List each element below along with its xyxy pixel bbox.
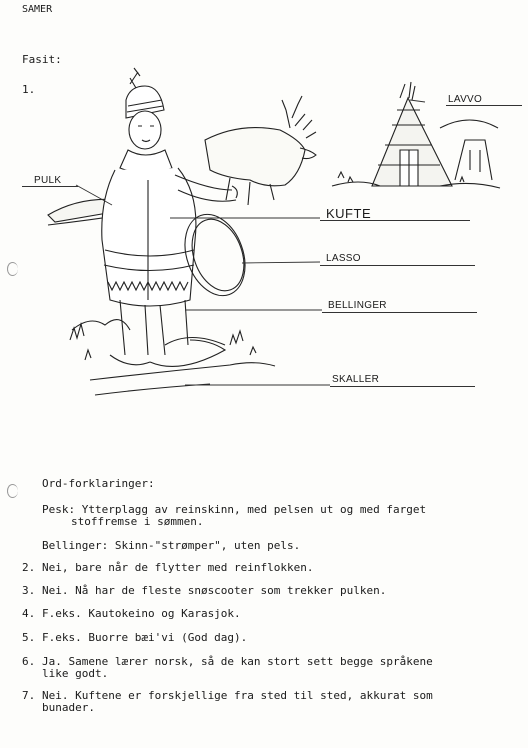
label-lasso: LASSO: [326, 253, 361, 264]
explanation-pesk-line1: Pesk: Ytterplagg av reinskinn, med pelsen ut og med farget: [42, 503, 427, 516]
answer-text: Nei. Kuftene er forskjellige fra sted til sted, akkurat som: [42, 689, 433, 702]
label-lasso-underline: [320, 265, 475, 266]
label-kufte: KUFTE: [326, 206, 372, 221]
answer-text-continued: bunader.: [42, 701, 95, 714]
answer-text: F.eks. Kautokeino og Karasjok.: [42, 607, 241, 620]
label-pulk-underline: [22, 186, 78, 187]
answer-number: 4.: [22, 607, 36, 620]
question-number: 1.: [22, 83, 36, 96]
label-skaller-underline: [330, 386, 475, 387]
explanations-heading: Ord-forklaringer:: [42, 477, 155, 490]
answer-text: Ja. Samene lærer norsk, så de kan stort sett begge språkene: [42, 655, 433, 668]
label-kufte-underline: [320, 220, 470, 221]
page-title: SAMER: [22, 4, 53, 15]
answer-number: 3.: [22, 584, 36, 597]
label-lavvo: LAVVO: [448, 94, 483, 105]
reindeer-drawing: [205, 96, 316, 205]
answer-text: F.eks. Buorre bæi'vi (God dag).: [42, 631, 248, 644]
answer-number: 7.: [22, 689, 36, 702]
label-skaller: SKALLER: [332, 374, 380, 385]
answer-text: Nei, bare når de flytter med reinflokken.: [42, 561, 314, 574]
punch-hole: [7, 484, 18, 498]
sami-man-drawing: [70, 68, 275, 395]
pointer-lavvo: [410, 100, 425, 102]
answer-number: 2.: [22, 561, 36, 574]
explanation-bellinger: Bellinger: Skinn-"strømper", uten pels.: [42, 539, 301, 552]
pointer-lasso: [242, 262, 320, 263]
label-bellinger: BELLINGER: [328, 300, 387, 311]
explanation-pesk-line2: stoffremse i sømmen.: [71, 515, 204, 528]
label-pulk: PULK: [34, 175, 62, 186]
answer-key-heading: Fasit:: [22, 53, 62, 66]
answer-text-continued: like godt.: [42, 667, 109, 680]
label-bellinger-underline: [322, 312, 477, 313]
answer-number: 5.: [22, 631, 36, 644]
answer-text: Nei. Nå har de fleste snøscooter som trekker pulken.: [42, 584, 387, 597]
label-lavvo-underline: [446, 105, 522, 106]
answer-number: 6.: [22, 655, 36, 668]
